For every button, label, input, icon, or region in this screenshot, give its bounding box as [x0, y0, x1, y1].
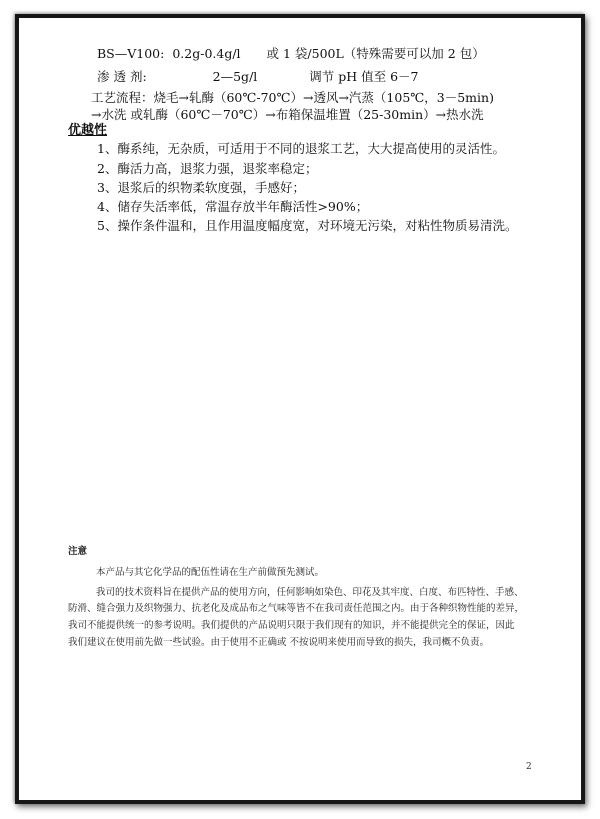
advantage-item-5: 5、操作条件温和，且作用温度幅度宽，对环境无污染，对粘性物质易清洗。 — [97, 218, 518, 233]
notice-line-5: 我们建议在使用前先做一些试验。由于使用不正确或 不按说明来使用而导致的损失，我司概不负责。 — [68, 637, 490, 648]
ph-note: 调节 pH 值至 6－7 — [309, 69, 419, 84]
advantage-item-2: 2、酶活力高，退浆力强，退浆率稳定； — [97, 161, 318, 176]
process-line-1: 工艺流程：烧毛→轧酶（60℃-70℃）→透风→汽蒸（105℃，3－5min) — [91, 90, 494, 105]
bs-alt: 或 1 袋/500L（特殊需要可以加 2 包） — [266, 46, 485, 61]
process-line-2: →水洗 或轧酶（60℃－70℃）→布箱保温堆置（25-30min）→热水洗 — [91, 107, 484, 122]
page-number: 2 — [526, 762, 532, 772]
bs-dose: 0.2g-0.4g/l — [172, 46, 241, 61]
penetrant-label: 渗 透 剂: — [97, 69, 147, 84]
notice-line-3: 防滑、缝合强力及织物强力、抗老化及成品布之气味等皆不在我司责任范围之内。由于各种织物性能的差异， — [68, 603, 525, 614]
advantage-item-3: 3、退浆后的织物柔软度强，手感好； — [97, 180, 305, 195]
advantages-heading: 优越性 — [68, 123, 108, 138]
bs-label: BS—V100: — [97, 46, 165, 61]
penetrant-dose: 2—5g/l — [212, 69, 258, 84]
notice-line-1: 本产品与其它化学品的配伍性请在生产前做预先测试。 — [96, 567, 325, 578]
notice-line-2: 我司的技术资料旨在提供产品的使用方向，任何影响如染色、印花及其牢度、白度、布匹特性、手感、 — [96, 587, 524, 598]
notice-line-4: 我司不能提供统一的参考说明。我们提供的产品说明只限于我们现有的知识，并不能提供完全的保证，因此 — [68, 620, 515, 631]
spec-line-penetrant — [97, 69, 419, 85]
advantage-item-4: 4、储存失活率低，常温存放半年酶活性>90%； — [97, 199, 369, 214]
advantage-item-1: 1、酶系纯，无杂质，可适用于不同的退浆工艺，大大提高使用的灵活性。 — [97, 141, 505, 156]
notice-title: 注意 — [68, 546, 88, 557]
spec-line-bs — [97, 46, 485, 62]
